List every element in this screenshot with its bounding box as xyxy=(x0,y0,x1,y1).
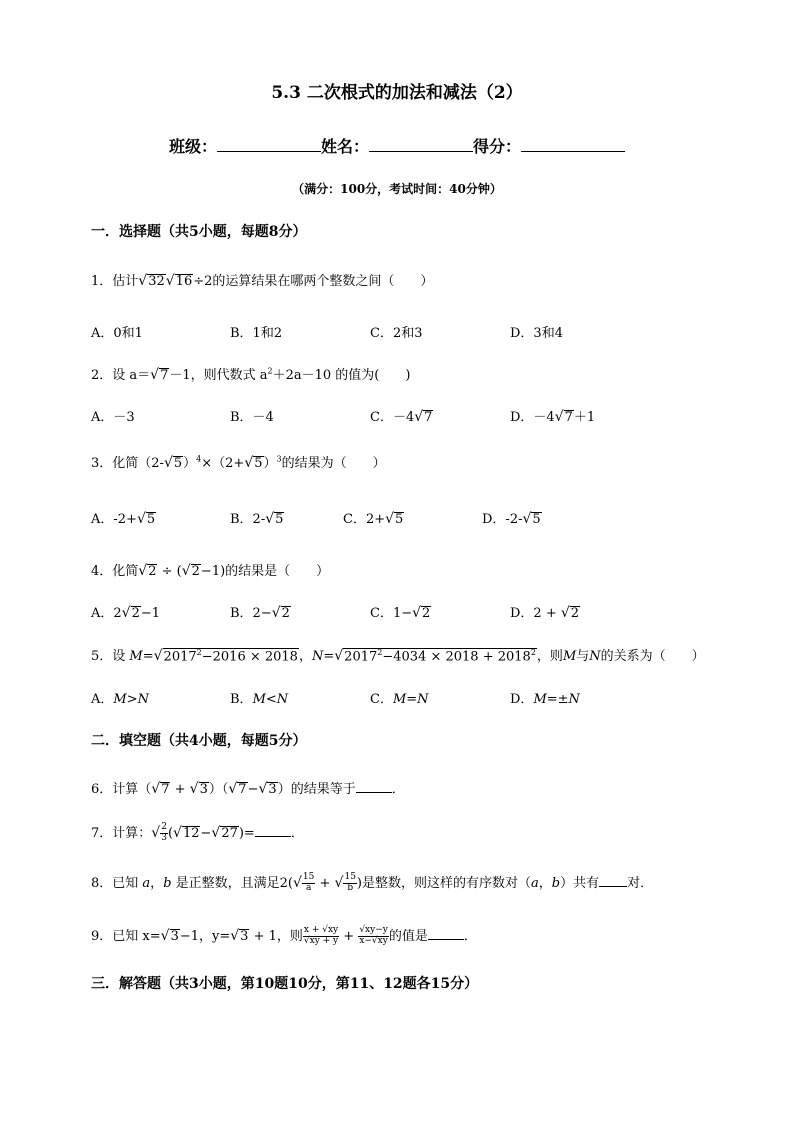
q5-option-c[interactable]: C．M=N xyxy=(370,692,429,707)
q9-answer-blank[interactable] xyxy=(428,927,464,940)
name-blank[interactable] xyxy=(369,137,473,152)
class-blank[interactable] xyxy=(217,137,321,152)
q3-option-b[interactable]: B．2-√5 xyxy=(230,511,284,527)
q1-option-b[interactable]: B．1和2 xyxy=(230,326,283,341)
q8-answer-blank[interactable] xyxy=(599,874,627,887)
page-title: 5.3 二次根式的加法和减法（2） xyxy=(271,83,523,103)
section-answer-heading: 三．解答题（共3小题，第10题10分，第11、12题各15分） xyxy=(91,976,479,992)
question-7: 7．计算：√ $\frac{2}{3}$ (√12−√27)= ． xyxy=(91,822,304,843)
question-5: 5．设 $M=√2017^2-2016 \times 2018$，$N=√2017^2-4034 \times 2018 + 2018^2$，则M与N的关系为（ ） xyxy=(91,647,705,664)
q1-option-d[interactable]: D．3和4 xyxy=(510,326,563,341)
q2-option-d[interactable]: D．－4√7＋1 xyxy=(510,409,596,425)
student-info-line xyxy=(0,134,794,157)
question-8: 8．已知 a，b 是正整数，且满足2(√ $\frac{15}{a}$ + √ $\frac{15}{b}$ )是整数，则这样的有序数对（a，b）共有 对． xyxy=(91,872,654,893)
q5-option-d[interactable]: D．M=±N xyxy=(510,692,580,707)
q2-option-c[interactable]: C．－4√7 xyxy=(370,409,433,425)
q4-option-d[interactable]: D．2 + √2 xyxy=(510,605,580,621)
q2-option-a[interactable]: A．－3 xyxy=(91,410,135,425)
q7-answer-blank[interactable] xyxy=(255,824,291,837)
q3-option-d[interactable]: D．-2-√5 xyxy=(482,511,541,527)
q2-option-b[interactable]: B．－4 xyxy=(230,410,274,425)
name-label: 姓名： xyxy=(320,137,369,156)
question-9: 9．已知 x=√3−1，y=√3 + 1，则 $\frac{x + √xy}{√xy + y}$ + $\frac{√xy-y}{x-√xy}$ 的值是 ． xyxy=(91,925,477,946)
q5-option-b[interactable]: B．M<N xyxy=(230,692,289,707)
section-fill-heading: 二．填空题（共4小题，每题5分） xyxy=(91,733,307,749)
q4-option-b[interactable]: B．2−√2 xyxy=(230,605,290,621)
score-blank[interactable] xyxy=(521,137,625,152)
q1-option-a[interactable]: A．0和1 xyxy=(91,326,143,341)
question-4: 4．化简√2 ÷ (√2−1)的结果是（ ） xyxy=(91,563,330,579)
question-2: 2．设 a＝√7－1，则代数式 $a^2+2a-10$ 的值为( ) xyxy=(91,366,411,383)
class-label: 班级： xyxy=(168,137,217,156)
question-6: 6．计算（√7 + √3）（√7−√3）的结果等于 ． xyxy=(91,781,405,797)
exam-note: （满分：100分，考试时间：40分钟） xyxy=(292,182,502,196)
q5-option-a[interactable]: A．M>N xyxy=(91,692,149,707)
q4-option-a[interactable]: A．2√2−1 xyxy=(91,605,161,621)
question-3: 3．化简$(2-√5)^4\times(2+√5)^3$的结果为（ ） xyxy=(91,454,386,471)
q3-option-a[interactable]: A．-2+√5 xyxy=(91,511,156,527)
question-1: 1．估计√32√16÷2的运算结果在哪两个整数之间（ ） xyxy=(91,273,434,289)
q6-answer-blank[interactable] xyxy=(356,780,392,793)
q1-option-c[interactable]: C．2和3 xyxy=(370,326,423,341)
q3-option-c[interactable]: C．2+√5 xyxy=(343,511,404,527)
score-label: 得分： xyxy=(473,137,522,156)
q4-option-c[interactable]: C．1−√2 xyxy=(370,605,431,621)
section-choice-heading: 一．选择题（共5小题，每题8分） xyxy=(91,224,307,240)
